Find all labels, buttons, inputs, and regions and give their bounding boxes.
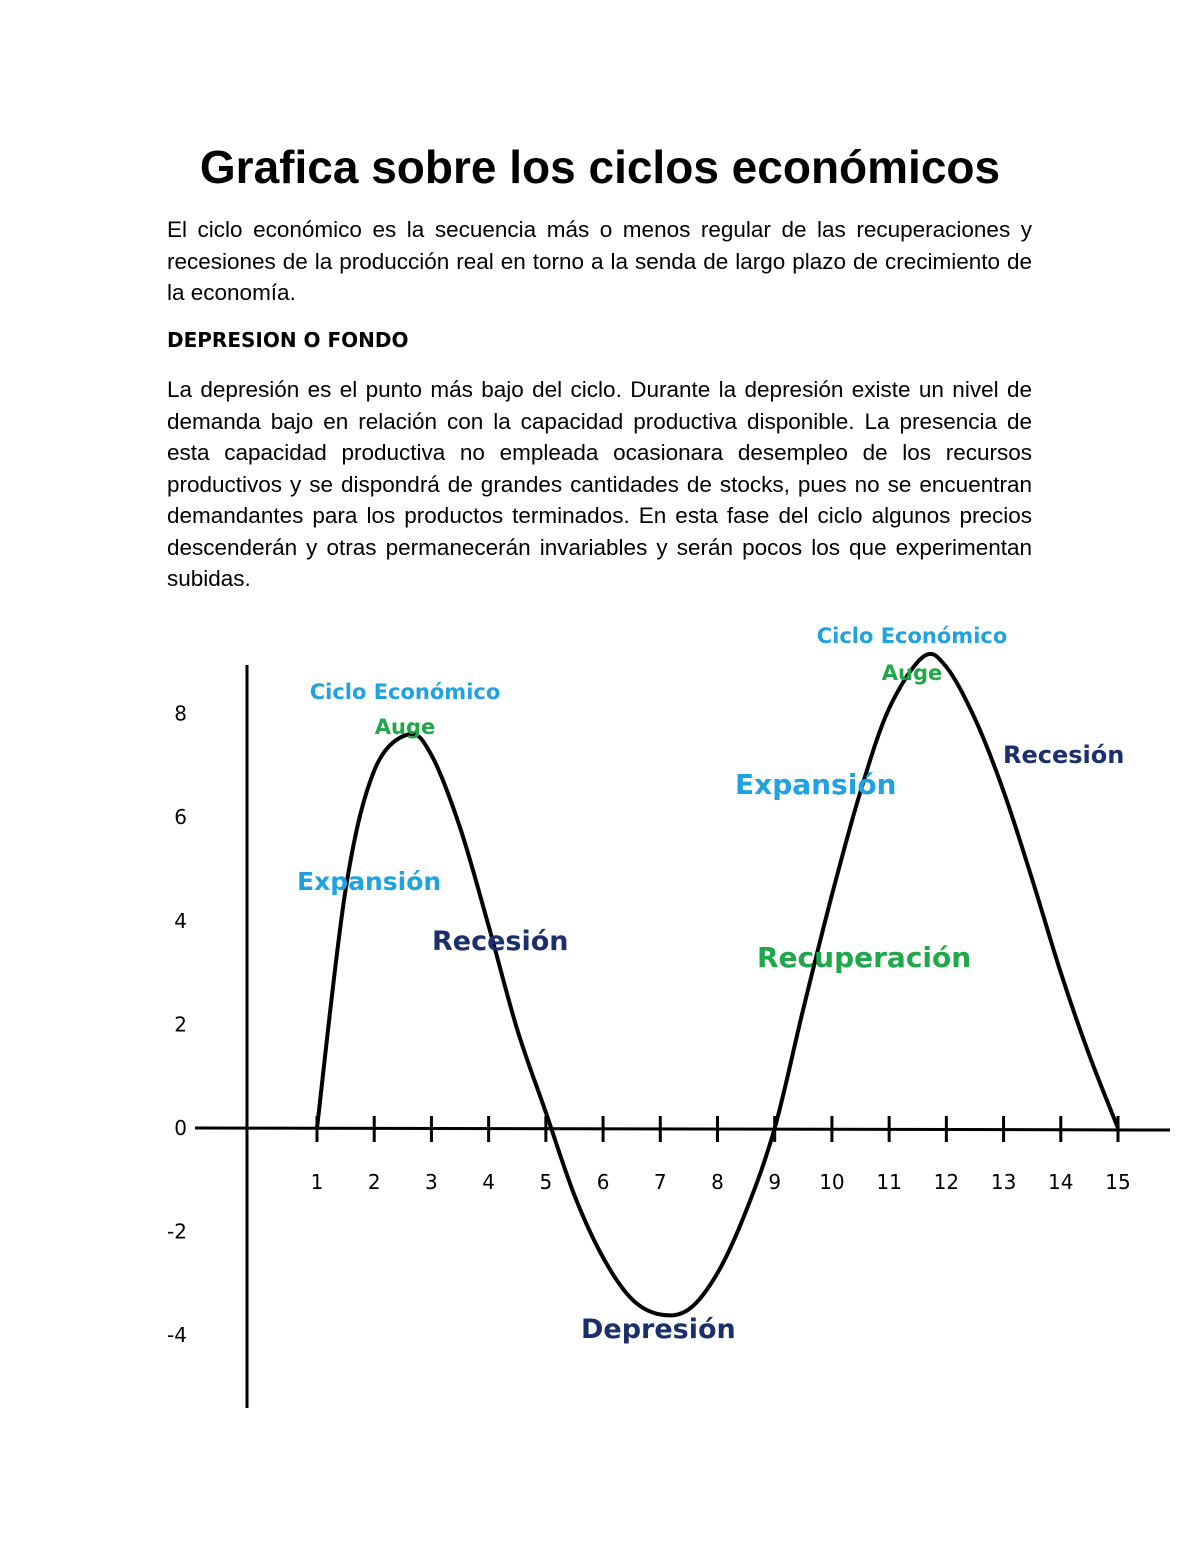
x-tick-label: 13 bbox=[990, 1170, 1017, 1194]
x-axis bbox=[195, 1128, 1170, 1130]
phase-labels bbox=[297, 624, 1124, 1345]
page-title: Grafica sobre los ciclos económicos bbox=[199, 141, 1001, 193]
x-tick-label: 1 bbox=[310, 1170, 324, 1194]
y-tick-labels bbox=[167, 702, 187, 1348]
phase-label: Recesión bbox=[432, 926, 569, 957]
x-tick-label: 2 bbox=[367, 1170, 381, 1194]
x-tick-label: 7 bbox=[653, 1170, 667, 1194]
phase-label: Ciclo Económico bbox=[309, 680, 501, 704]
y-tick-label: 6 bbox=[174, 805, 187, 830]
y-tick-label: 4 bbox=[174, 908, 187, 933]
y-tick-label: -4 bbox=[167, 1323, 187, 1348]
phase-label: Recesión bbox=[1003, 741, 1125, 769]
x-tick-label: 4 bbox=[482, 1170, 496, 1194]
depresion-paragraph: La depresión es el punto más bajo del ciclo. Durante la depresión existe un nivel de demanda bajo en relación con la capacidad productiva disponible. La presencia de esta capacidad productiva no empleada ocasionara desempleo de los recursos productivos y se dispondrá de grandes cantidades de stocks, pues no se encuentran demandantes para los productos terminados. En esta fase del ciclo algunos precios descenderán y otras permanecerán invariables y serán pocos los que experimentan subidas. bbox=[167, 377, 1032, 591]
x-tick-label: 5 bbox=[539, 1170, 553, 1194]
intro-paragraph: El ciclo económico es la secuencia más o menos regular de las recuperaciones y recesiones de la producción real en torno a la senda de largo plazo de crecimiento de la economía. bbox=[167, 217, 1032, 305]
section-heading: DEPRESION O FONDO bbox=[167, 328, 409, 352]
x-tick-label: 6 bbox=[596, 1170, 610, 1194]
x-tick-label: 12 bbox=[933, 1170, 960, 1194]
phase-label: Ciclo Económico bbox=[816, 624, 1008, 648]
x-tick-label: 11 bbox=[876, 1170, 902, 1194]
phase-label: Expansión bbox=[297, 867, 442, 896]
phase-label: Auge bbox=[881, 661, 943, 685]
cycle-curve bbox=[317, 654, 1118, 1316]
x-tick-label: 10 bbox=[819, 1170, 845, 1194]
x-tick-label: 15 bbox=[1105, 1170, 1131, 1194]
y-tick-label: 2 bbox=[174, 1012, 187, 1037]
y-tick-label: 8 bbox=[174, 701, 187, 726]
x-tick-label: 8 bbox=[711, 1170, 724, 1194]
phase-label: Expansión bbox=[735, 768, 897, 801]
chart-axes bbox=[195, 665, 1170, 1408]
phase-label: Recuperación bbox=[757, 941, 972, 974]
x-tick-label: 9 bbox=[768, 1170, 782, 1194]
phase-label: Auge bbox=[374, 715, 436, 739]
phase-label: Depresión bbox=[581, 1314, 736, 1345]
y-tick-label: 0 bbox=[174, 1116, 187, 1140]
x-tick-label: 14 bbox=[1048, 1170, 1074, 1194]
y-tick-label: -2 bbox=[167, 1219, 187, 1244]
x-tick-label: 3 bbox=[425, 1170, 438, 1194]
